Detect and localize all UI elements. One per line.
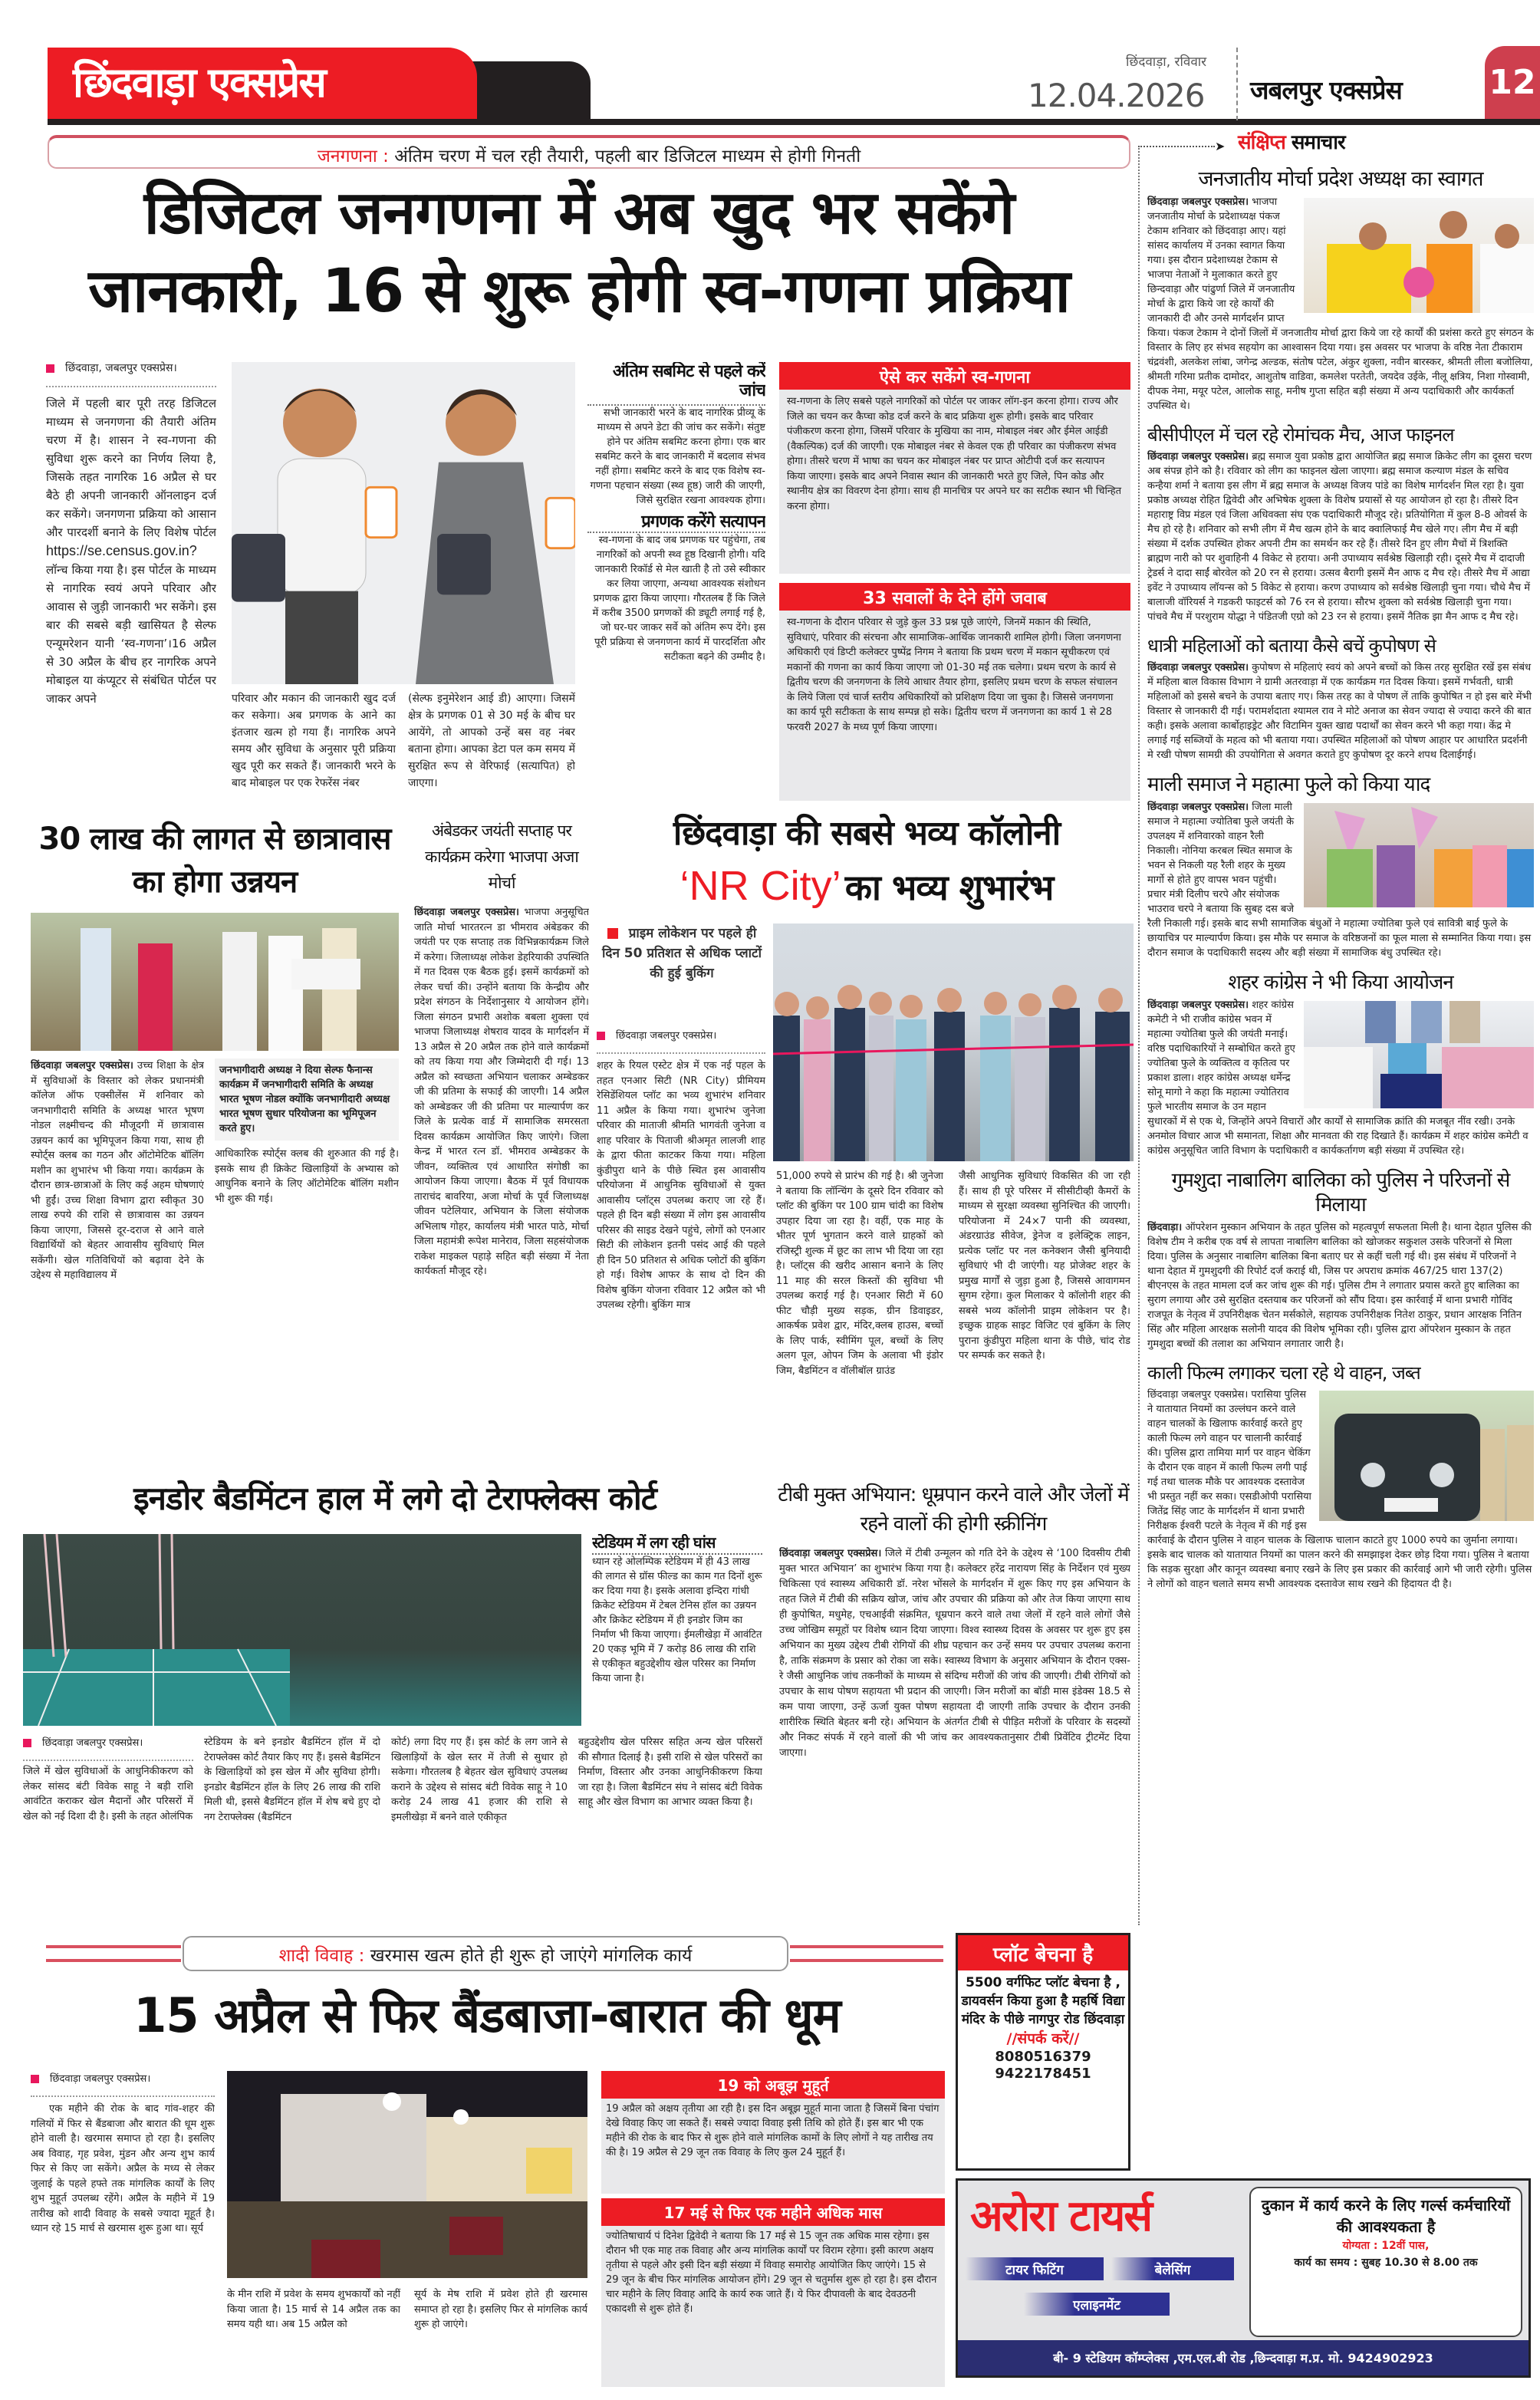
census-sidebar xyxy=(587,362,765,801)
brief-4-body xyxy=(1147,998,1534,1158)
wedding-byline xyxy=(31,2071,215,2097)
brief-3-dateline: छिंदवाड़ा जबलपुर एक्सप्रेस। xyxy=(1147,802,1249,814)
tb-dateline: छिंदवाड़ा जबलपुर एक्सप्रेस। xyxy=(779,1548,882,1559)
brief-4-photo xyxy=(1304,1001,1534,1108)
header-divider xyxy=(1236,48,1238,120)
brief-6-dateline: छिंदवाड़ा जबलपुर एक्सप्रेस। xyxy=(1147,1388,1249,1401)
census-col1-text: जिले में पहली बार पूरी तरह डिजिटल माध्यम से जनगणना की तैयारी अंतिम चरण में है। शासन ने स्व-गणना की सुविधा शुरू करने का निर्णय लिया है, जिसके तहत नागरिक 16 अप्रैल से घर बैठे ही अपनी जानकारी ऑनलाइन दर्ज कर सकेंगे। जनगणना प्रक्रिया को आसान और पारदर्शी बनाने के लिए विशेष पोर्टल xyxy=(46,397,216,539)
mali-samaj-rally-image xyxy=(1304,803,1534,907)
congress-phule-tribute-image xyxy=(1304,1001,1534,1108)
brief-item-4 xyxy=(1147,971,1534,1158)
tyres-job-title: दुकान में कार्य करने के लिए गर्ल्स कर्मचारियों की आवश्यकता है xyxy=(1261,2196,1511,2236)
tb-headline: टीबी मुक्त अभियान: धूम्रपान करने वाले और जेलों में रहने वालों की होगी स्क्रीनिंग xyxy=(778,1483,1129,1536)
plot-ad-title: प्लॉट बेचना है xyxy=(958,1935,1128,1970)
tb-body-text: जिले में टीबी उन्मूलन को गति देने के उद्देश्य से ‘100 दिवसीय टीबी मुक्त भारत अभियान’ का शुभारंभ किया गया है। कलेक्टर हरेंद्र नारायण सिंह के निर्देशन एवं मुख्य चिकित्सा एवं स्वास्थ्य अधिकारी डॉ. नरेश भोंसले के मार्गदर्शन में शुरू किए गए इस अभियान के तहत जिले में टीबी की सक्रिय खोज, जांच और उपचार की प्रक्रिया को और तेज किया जाएगा साथ ही कुपोषित, मधुमेह, एचआईवी संक्रमित, धूम्रपान करने वाले तथा जेलों में रहने वाले लोगों जैसे उच्च जोखिम समूहों पर विशेष ध्यान दिया जाएगा। विश्व स्वास्थ्य दिवस के अवसर पर शुरू हुए इस अभियान का मुख्य उद्देश्य टीबी रोगियों की शीघ्र पहचान कर उन्हें समय पर उपचार उपलब्ध कराना है, ताकि संक्रमण के प्रसार को रोका जा सके। स्वास्थ्य विभाग के अनुसार अभियान के दौरान एक्स-रे जैसी आधुनिक जांच तकनीकों के माध्यम से संदिग्ध मरीजों की जांच की जाएगी। टीबी रोगियों को उपचार के साथ पोषण सहायता भी प्रदान की जाएगी। जिन मरीजों का बॉडी मास इंडेक्स 18.5 से कम पाया जाएगा, उन्हें ऊर्जा युक्त पोषण सहायता दी जाएगी ताकि उपचार के दौरान उनकी शारीरिक स्थिति बेहतर बनी रहे। अभियान के अंतर्गत टीबी से पीड़ित मरीजों के परिवार के सदस्यों और निकट संपर्क में रहने वालों की भी जांच कर आवश्यकतानुसार टीबी प्रिवेंटिव ट्रीटमेंट दिया जाएगा। xyxy=(779,1548,1130,1759)
brief-4-body-rest: महात्मा ज्योतिराव फुले भारतीय समाज के उन महान सुधारकों में से एक थे, जिन्होंने अपने विचारों और कार्यों से सामाजिक क्रांति की मजबूत नींव रखी। उनके अनमोल विचार आज भी समानता, शिक्षा और मानवता की राह दिखाते हैं। कार्यक्रम में शहर कांग्रेस कमेटी व कांग्रेस अनुसूचित जाति विभाग के पदाधिकारी व कार्यकर्तागण बड़ी संख्या में उपस्थित रहे। xyxy=(1147,1087,1528,1157)
ambedkar-body-text: भाजपा अनुसूचित जाति मोर्चा भारतरत्न डा भीमराव अंबेडकर की जयंती पर एक सप्ताह तक विभिन्नकार्यक्रम जिले में करेगा। जिलाध्यक्ष लोकेश डेहरियाकी उपस्थिति में गत दिवस एक बैठक हुई। इसमें कार्यक्रमों को लेकर चर्चा की। उन्होंने बताया कि केन्द्रीय और प्रदेश संगठन के निर्देशानुसार ये आयोजन होंगे। जिला संगठन प्रभारी अशोक बबला शुक्ला एवं भाजपा जिलाध्यक्ष शेषराव यादव के मार्गदर्शन में 13 अप्रैल से 20 अप्रैल तक होने वाले कार्यक्रमों को तय किया गया और जिम्मेदारी दी गई। 13 अप्रैल को स्वच्छता अभियान चलाकर अम्बेडकर जी की प्रतिमा के सफाई की जाएगी। 14 अप्रैल को अम्बेडकर जी की प्रतिमा पर माल्यार्पण कर जिले के प्रत्येक वार्ड में सामाजिक समरसता दिवस कार्यक्रम आयोजित किए जाएंगे। जिला केन्द्र में भारत रत्न डॉ. भीमराव अम्बेडकर के जीवन, व्यक्तित्व एवं आधारित संगोष्ठी का आयोजन किया जाएगा। बैठक में पूर्व विधायक ताराचंद बावरिया, अजा मोर्चा के पूर्व जिलाध्यक्ष जीवन पटेलियार, अभियान के जिला संयोजक अभिलाष गोहर, कार्यालय मंत्री भारत पाठे, मोर्चा जिला महामंत्री रूपेश मानेराव, जिला सहसंयोजक राकेश माइकल पहाड़े सहित बड़ी संख्या में नेता कार्यकर्ता मौजूद रहे। xyxy=(414,907,589,1277)
wedding-kicker-label: शादी विवाह : xyxy=(278,1946,365,1966)
nrcity-subhead xyxy=(601,923,762,983)
wedding-kicker-rule-left xyxy=(46,1945,181,1962)
plot-ad-body: 5500 वर्गफिट प्लॉट बेचना है , डायवर्सन किया हुआ है महर्षि विद्या मंदिर के पीछे नागपुर रोड छिंदवाड़ा xyxy=(961,1975,1125,2027)
tyres-address-bar: बी- 9 स्टेडियम कॉम्प्लेक्स ,एम.एल.बी रोड ,छिन्दवाड़ा म.प्र. मो. 9424902923 xyxy=(958,2340,1528,2375)
how-to-box xyxy=(779,362,1130,574)
red-square-marker xyxy=(607,928,618,939)
brief-item-5 xyxy=(1147,1169,1534,1351)
pink-square-marker xyxy=(31,2075,39,2083)
pink-square-marker xyxy=(23,1739,31,1747)
plot-sale-ad xyxy=(956,1933,1130,2171)
brief-1-headline: बीसीपीएल में चल रहे रोमांचक मैच, आज फाइनल xyxy=(1147,424,1454,446)
brief-3-body xyxy=(1147,800,1534,960)
brief-2-body-text: कुपोषण से महिलाएं स्वयं को अपने बच्चों को किस तरह सुरक्षित रखें इस संबंध में महिला बाल विकास विभाग ने ग्रामी अतरवाड़ा में एक कार्यक्रम गत दिवस किया। इसमें गर्भवती, धात्री महिलाओं को इससे बचने के उपाया बताए गए। किस तरह का वे पोषण लें ताकि कुपोषित न हो इस बारे मेंभी विस्तार से जानकारी दी गई। परामर्शदाता श्यामल राव ने मोटे अनाज का सेवन ज्यादा से ज्यादा करने की बात कही। इसके अलावा कार्बोहाइड्रेट और विटामिन युक्त खाद्य पदार्थों का सेवन करने भी कहा गया। केंद्र मे लगाई गई सब्जियों के महत्व को भी बताया गया। उपस्थित महिलाओं को पोषण आहार पर आधारित प्रदर्शनी मे रखी पोषण सामग्री की उपयोगिता से अवगत कराते हुए कुपोषण दूर करने शपथ दिलाईगई। xyxy=(1147,661,1532,761)
census-illustration xyxy=(232,362,575,684)
brief-6-photo xyxy=(1319,1391,1534,1521)
nrcity-headline-1: छिंदवाड़ा की सबसे भव्य कॉलोनी xyxy=(673,814,1061,853)
nrcity-col1: शहर के रियल एस्टेट क्षेत्र में एक नई पहल के तहत एनआर सिटी (NR City) प्रीमियम रेसिडेंशियल प्लॉट का भव्य शुभारंभ शनिवार 11 अप्रैल के किया गया। शुभारंभ जुनेजा परिवार की माताजी श्रीमति भागवंती जुनेजा व शाह परिवार के पिताजी श्रीअमृत लालजी शाह के द्वारा फीता काटकर किया गया। महिला कुंडीपुरा थाने के पीछे स्थित इस आवासीय परियोजना में आधुनिक सुविधाओं से युक्त आवासीय प्लॉट्स उपलब्ध कराए जा रहे हैं। पहले ही दिन बड़ी संख्या में लोग इस आवासीय परिसर की साइड देखने पहुंचे, लोगों को एनआर सिटी की लोकेशन इतनी पसंद आई की पहले ही दिन 50 प्रतिशत से अधिक प्लोटों की बुकिंग हो गई। विशेष आफर के साथ दो दिन की विशेष बुकिंग योजना रविवार 12 अप्रैल को भी उपलब्ध रहेगी। बुकिंग मात्र xyxy=(597,1060,765,1311)
sidebar-body-verify: स्व-गणना के बाद जब प्रगणक घर पहुंचेगा, तब नागरिकों को अपनी स्थ्व हूष्ठ दिखानी होगी। यदि जानकारी रिकॉर्ड से मेल खाती है तो उसे स्वीकार कर लिया जाएगा, अन्यथा आवश्यक संशोधन प्रगणक द्वारा किया जाएगा। गौरतलब हैं कि जिले में करीब 3500 प्रगणकों की ड्यूटी लगाई गई है, जो घर-घर जाकर सर्वे को अंतिम रूप देंगे। इस पूरी प्रक्रिया से जनगणना कार्य में पारदर्शिता और सटीकता बढ़ने की उम्मीद है। xyxy=(592,534,765,663)
brief-column xyxy=(1147,167,1534,1925)
tyres-qualification: योग्यता : 12वीं पास, xyxy=(1342,2240,1430,2252)
brief-item-2 xyxy=(1147,635,1534,762)
brief-1-dateline: छिंदवाड़ा जबलपुर एक्सप्रेस। xyxy=(1147,451,1249,463)
brief-4-dateline: छिंदवाड़ा जबलपुर एक्सप्रेस। xyxy=(1147,999,1249,1012)
census-byline xyxy=(46,360,216,387)
brief-0-lead: भाजपा जनजातीय मोर्चा के प्रदेशाध्यक्ष पंकज टेकाम शनिवार को छिंदवाड़ा आए। यहां सांसद कार्यालय में उनका स्वागत किया गया। इस दौरान प्रदेशाध्यक्ष टेकाम से भाजपा नेताओं ने मुलाकात करते हुए छिन्दवाड़ा और पांढुर्णा जिले xyxy=(1147,196,1286,296)
census-kicker-text: अंतिम चरण में चल रही तैयारी, पहली बार डिजिटल माध्यम से होगी गिनती xyxy=(394,147,861,166)
census-byline-text: छिंदवाड़ा, जबलपुर एक्सप्रेस। xyxy=(65,362,177,374)
badminton-col2: स्टेडियम के बने इनडोर बैडमिंटन हॉल में दो टेराफ्लेक्स कोर्ट तैयार किए गए हैं। इससे बैडमिंटन के खिलाड़ियों को इस खेल में और सुविधा होगी। इनडोर बैडमिंटन हॉल के लिए 26 लाख की राशि मिली थी, इससे बैडमिंटन हॉल में शेष बचे हुए दो नग टेराफ्लेक्स (बैडमिंटन xyxy=(204,1737,380,1823)
terraflex-court-image xyxy=(23,1534,290,1726)
brief-1-body xyxy=(1147,449,1534,624)
census-col1 xyxy=(46,394,216,801)
ambedkar-dateline: छिंदवाड़ा जबलपुर एक्सप्रेस। xyxy=(414,907,519,918)
plot-ad-contact-label: //संपर्क करें// xyxy=(1006,2030,1080,2047)
hostel-bhoomipujan-image xyxy=(31,913,399,1051)
questions-box xyxy=(779,583,1130,801)
arrow-right-icon: ➤ xyxy=(1215,139,1226,153)
census-kicker-bar xyxy=(48,135,1130,169)
hostel-body: उच्च शिक्षा के क्षेत्र में सुविधाओं के विस्तार को लेकर प्रधानमंत्री कॉलेज ऑफ एक्सीलेंस में शनिवार को जनभागीदारी समिति के अध्यक्ष भारत भूषण नोडल लक्ष्मीचन्द की मौजूदगी में छात्रावास उन्नयन कार्य का भूमिपूजन किया गया, साथ ही स्पोर्ट्स क्लब का गठन और ऑटोमेटिक बॉलिंग मशीन का शुभारंभ भी किया गया। कार्यक्रम के दौरान छात्र-छात्राओं के लिए कई अहम घोषणाएं भी हुईं। उच्च शिक्षा विभाग द्वारा स्वीकृत 30 लाख रुपये की राशि से छात्रावास का उन्नयन किया जाएगा, जिससे दूर-दराज से आने वाले विद्यार्थियों को बेहतर आवासीय सुविधाएं मिल सकेंगी। खेल गतिविधियों को बढ़ावा देने के उद्देश्य से महाविद्यालय में xyxy=(31,1060,204,1281)
brief-0-body-rest: में जनजातीय मोर्चा के द्वारा किये जा रहे कार्यों की जानकारी दी और उनसे मार्गदर्शन प्राप्त किया। पंकज टेकाम ने दोनों जिलों में जनजातीय मोर्चा द्वारा किये जा रहे कार्यों की प्रशंसा करते हुए संगठन के विस्तार के लिए हर संभव सहयोग का आश्वासन दिया गया। इस अवसर पर भाजपा के वरिष्ठ नेता टीकाराम चंद्रवंशी, अलकेश लांबा, जगेन्द्र अल्डक, संतोष पटेल, अंकुर शुक्ला, नवीन बारस्कर, श्रीमती लीला बजोलिया, श्रीमती गरिमा प्रतीक दामोदर, आशुतोष वाडिवा, कमलेश परतेती, जयदेव उईके, नीलू क्षत्रिय, निशा गोस्वामी, दीपक नेमा, मयूर पटेल, आलोक साहू, मनीष गुप्ता सहित बड़ी संख्या में अन्य पदाधिकारी और कार्यकर्ता उपस्थित थे। xyxy=(1147,284,1534,413)
sidebar-title-check: अंतिम सबमिट से पहले करें जांच xyxy=(587,362,765,406)
how-to-box-title: ऐसे कर सकेंगे स्व-गणना xyxy=(779,362,1130,390)
census-headline-2: जानकारी, 16 से शुरू होगी स्व-गणना प्रक्रिया xyxy=(88,257,1070,326)
wedding-col2: के मीन राशि में प्रवेश के समय शुभकार्यों को नहीं किया जाता है। 15 मार्च से 14 अप्रैल तक का समय यही था। अब 15 अप्रैल को xyxy=(227,2289,400,2330)
census-enumerators-image xyxy=(232,362,575,684)
how-to-box-body: स्व-गणना के लिए सबसे पहले नागरिकों को पोर्टल पर जाकर लॉग-इन करना होगा। राज्य और जिले का चयन कर कैप्चा कोड दर्ज करने के बाद प्रक्रिया शुरू होगी। इसके बाद परिवार पंजीकरण करना होगा, जिसमें परिवार के मुखिया का नाम, मोबाइल नंबर और ईमेल आईडी (वैकल्पिक) दर्ज की जाएगी। एक मोबाइल नंबर से केवल एक ही परिवार का पंजीकरण संभव होगा। तीसरे चरण में भाषा का चयन कर मोबाइल नंबर पर प्राप्त ओटीपी दर्ज कर सत्यापन किया जाएगा। इसके बाद अपने निवास स्थान की जानकारी भरते हुए जिले, पिन कोड और स्थानीय क्षेत्र का विवरण देना होगा। साथ ही मानचित्र पर अपने घर का सटीक स्थान भी चिन्हित करना होगा। xyxy=(787,396,1122,512)
pink-square-marker xyxy=(597,1032,605,1040)
place-day: छिंदवाड़ा, रविवार xyxy=(1126,54,1207,70)
stadium-sidebar-body: ध्यान रहे ओलम्पिक स्टेडियम में ही 43 लाख की लागत से ग्रॉस फील्ड का काम गत दिनों शुरू कर दिया गया है। इसके अलावा इन्दिरा गांधी क्रिकेट स्टेडियम में टेबल टेनिस हॉल का उन्नयन और क्रिकेट स्टेडियम में ही इनडोर जिम का निर्माण भी किया जाएगा। ईमलीखेड़ा में आवंटित 20 एकड़ भूमि में 7 करोड़ 86 लाख की राशि से एकीकृत बहुउद्देशीय खेल परिसर का निर्माण किया जाना है। xyxy=(592,1556,762,1684)
hostel-headline: 30 लाख की लागत से छात्रावास का होगा उन्नयन xyxy=(38,821,391,900)
hostel-photo xyxy=(31,913,399,1051)
welcome-ceremony-image xyxy=(1304,198,1534,313)
wedding-headline: 15 अप्रैल से फिर बैंडबाजा-बारात की धूम xyxy=(133,1987,841,2043)
wedding-kicker-rule-right xyxy=(790,1945,943,1962)
brief-item-1 xyxy=(1147,424,1534,624)
nrcity-col3: जैसी आधुनिक सुविधाएं विकसित की जा रही हैं। साथ ही पूरे परिसर में सीसीटीव्ही कैमरों के माध्यम से सुरक्षा व्यवस्था सुनिश्चित की जाएगी। परियोजना में 24×7 पानी की व्यवस्था, अंडरग्राउंड सीवेज, ड्रेनेज व इलेक्ट्रिक लाइन, प्रत्येक प्लॉट पर नल कनेक्शन जैसी बुनियादी सुविधाएं भी दी जाएंगी। यह प्रोजेक्ट शहर के प्रमुख मार्गों से जुड़ा हुआ है, जिससे आवागमन सुगम रहेगा। कुल मिलाकर ये कॉलोनी शहर की सबसे भव्य कॉलोनी प्राइम लोकेशन पर है। इच्छुक ग्राहक साइट विजिट एवं बुकिंग के लिए पुराना कुंडीपुरा महिला थाना के पीछे, चांद रोड पर सम्पर्क कर सकते है। xyxy=(959,1170,1130,1361)
questions-box-body: स्व-गणना के दौरान परिवार से जुड़े कुल 33 प्रश्न पूछे जाएंगे, जिनमें मकान की स्थिति, सुविधाएं, परिवार की संरचना और सामाजिक-आर्थिक जानकारी शामिल होगी। जिला जनगणना अधिकारी एवं डिप्टी कलेक्टर पुष्पेंद्र निगम ने बताया कि प्रथम चरण में मकान सूचीकरण एवं मकानों की गणना का कार्य किया जाएगा जो 01-30 मई तक चलेगा। प्रथम चरण के कार्य से द्वितीय चरण की जनगणना के लिये आधार तैयार होगा, इसलिए प्रथम चरण के सफल संचालन के लिये जिला एवं चार्ज स्तरीय अधिकारियों को प्रशिक्षण दिया जा चुका है। जिससे जनगणना का कार्य पूरी सटीकता के साथ सम्पन्न हो सके। द्वितीय चरण में जनगणना का कार्य 1 से 28 फरवरी 2027 के मध्य पूर्ण किया जाएगा। xyxy=(787,617,1121,733)
brief-section-title xyxy=(1238,132,1345,155)
brief-0-dateline: छिंदवाड़ा जबलपुर एक्सप्रेस। xyxy=(1147,196,1249,209)
census-col3: (सेल्फ इनुमेरेशन आई डी) आएगा। जिसमें क्षेत्र के प्रगणक 01 से 30 मई के बीच घर आयेंगे, तो आपको उन्हें बस वह नंबर बताना होगा। आपका डेटा पल कम समय में सुरक्षित रूप से वेरिफाई (सत्यापित) हो जाएगा। xyxy=(408,693,575,789)
brief-6-body xyxy=(1147,1388,1534,1592)
nrcity-subhead-text: प्राइम लोकेशन पर पहले ही दिन 50 प्रतिशत से अधिक प्लाटों की हुई बुकिंग xyxy=(602,926,762,981)
brief-6-body-rest: दस्तावेज भी प्रस्तुत नहीं कर सका। एसडीओपी परासिया जितेंद्र सिंह जाट के मार्गदर्शन में थाना प्रभारी निरीक्षक ईश्वरी पटले के नेतृत्व में की गई इस कार्रवाई के दौरान पुलिस ने वाहन चालक के खिलाफ चालान काटते हुए 1000 रुपये का जुर्माना लगाया। इसके बाद चालक को यातायात नियमों का पालन करने की समझाइश देकर छोड़ दिया गया। पुलिस ने बताया कि सड़क सुरक्षा और कानून व्यवस्था बनाए रखने के लिए इस प्रकार की कार्रवाई आगे भी जारी रहेगी। पुलिस ने लोगों को वाहन चलाते समय सभी आवश्यक दस्तावेज साथ रखने की हिदायत दी है। xyxy=(1147,1476,1532,1590)
edition-name: जबलपुर एक्सप्रेस xyxy=(1250,75,1402,105)
census-headline-1: डिजिटल जनगणना में अब खुद भर सकेंगे xyxy=(143,179,1015,248)
census-portal-url[interactable]: https://se.census.gov.in? xyxy=(46,543,197,558)
brief-6-lead: परासिया पुलिस ने यातायात नियमों का उल्लंघन करने वाले वाहन चालकों के खिलाफ कार्रवाई करते हुए काली फिल्म लगे वाहन पर चालानी कार्रवाई की। पुलिस द्वारा तामिया मार्ग पर वाहन चेकिंग के दौरान एक वाहन में काली फिल्म लगी पाई गई तथा चालक मौके पर आवश्यक xyxy=(1147,1388,1311,1488)
nrcity-headline-line2 xyxy=(598,862,1135,910)
plot-ad-phone-1[interactable]: 8080516379 xyxy=(995,2049,1091,2065)
sidebar-body-check: सभी जानकारी भरने के बाद नागरिक प्रीव्यू के माध्यम से अपने डेटा की जांच कर सकेंगे। संतुष्ट होने पर अंतिम सबमिट करना होगा। एक बार सबमिट करने के बाद जानकारी में बदलाव संभव नहीं होगा। सबमिट करने के बाद एक विशेष स्व-गणना पहचान संख्या (स्थ्व हूष्ठ) जारी की जाएगी, जिसे सुरक्षित रखना आवश्यक होगा। xyxy=(590,407,765,506)
stadium-sidebar xyxy=(592,1534,762,1726)
brief-3-body-rest: चरपे और संयोजक भाउराव चरपे ने बताया कि सुबह दस बजे रैली निकाली गई। इसके बाद सभी सामाजिक बंधुओं ने महात्मा ज्योतिबा फुले एवं सावित्री बाई फुले के छायाचित्र पर माल्यार्पण किया। इस मौके पर समाज के वरिष्ठजनों का फूल माला से सम्मानित किया गया। इस दौरान समाज के पदाधिकारी सदस्य और बड़ी संख्या में सामाजिक बंधु उपस्थित रहे। xyxy=(1147,889,1532,960)
nrcity-byline xyxy=(597,1028,765,1054)
badminton-headline: इनडोर बैडमिंटन हाल में लगे दो टेराफ्लेक्स कोर्ट xyxy=(133,1480,656,1517)
census-kicker-label: जनगणना : xyxy=(317,147,389,166)
nrcity-photo xyxy=(773,923,1134,1161)
stadium-sidebar-title: स्टेडियम में लग रही घांस xyxy=(592,1534,762,1555)
questions-box-title: 33 सवालों के देने होंगे जवाब xyxy=(779,583,1130,611)
badminton-col3: कोर्ट) लगा दिए गए हैं। इस कोर्ट के लग जाने से खिलाड़ियों के खेल स्तर में तेजी से सुधार हो सकेगा। गौरतलब है बेहतर खेल सुविधाएं उपलब्ध कराने के उद्देश्य से सांसद बंटी विवेक साहू ने 10 करोड़ 24 लाख 41 हजार की राशि से इमलीखेड़ा में बनने वाले एकीकृत xyxy=(391,1737,568,1823)
brief-item-6 xyxy=(1147,1362,1534,1592)
brief-6-headline: काली फिल्म लगाकर चला रहे थे वाहन, जब्त xyxy=(1147,1361,1420,1384)
hostel-caption: जनभागीदारी अध्यक्ष ने दिया सेल्फ फैनान्स कार्यक्रम में जनभागीदारी समिति के अध्यक्ष भारत भूषण नोडल क्योंकि जनभागीदारी अध्यक्ष भारत भूषण सुधार परियोजना का भूमिपूजन करते हुए। xyxy=(215,1058,399,1141)
adhik-maas-title: 17 मई से फिर एक महीने अधिक मास xyxy=(601,2198,945,2226)
badminton-byline-text: छिंदवाड़ा जबलपुर एक्सप्रेस। xyxy=(42,1737,143,1749)
page-number: 12 xyxy=(1485,46,1540,119)
adhik-maas-box xyxy=(601,2198,945,2387)
wedding-venue-lights-image xyxy=(227,2071,587,2278)
adhik-maas-body: ज्योतिषाचार्य पं दिनेश द्विवेदी ने बताया कि 17 मई से 15 जून तक अधिक मास रहेगा। इस दौरान भी एक माह तक विवाह और अन्य मांगलिक कार्यों पर विराम रहेगा। इसी कारण अक्षय तृतीया से पहले और इसी दिन बड़ी संख्या में विवाह समारोह आयोजित किए जाएंगे। 15 से 29 जून के बीच फिर मांगलिक आयोजन होंगे। 29 जून से चतुर्मास शुरू हो रहा है। इस दौरान चार महीने के लिए विवाह आदि के कार्य रुक जाते हैं। ये फिर दीपावली के बाद देवउठनी एकादशी से शुरू होते हैं। xyxy=(606,2230,937,2315)
wedding-col3: सूर्य के मेष राशि में प्रवेश होते ही खरमास समाप्त हो रहा है। इसलिए फिर से मांगलिक कार्य शुरू हो जाएंगे। xyxy=(414,2289,587,2330)
arora-tyres-ad xyxy=(956,2178,1531,2378)
brief-2-body xyxy=(1147,660,1534,762)
brief-5-body xyxy=(1147,1220,1534,1351)
tyres-service-alignment: एलाइनमेंट xyxy=(1024,2293,1170,2316)
tyres-service-fitting: टायर फिटिंग xyxy=(966,2257,1104,2280)
brief-1-body-text: ब्रह्म समाज युवा प्रकोष्ठ द्वारा आयोजित ब्रह्म समाज क्रिकेट लीग का दूसरा चरण अब संपन्न होने को है। रविवार को लीग का फाइनल खेला जाएगा। ब्रह्म समाज कल्याण मंडल के सचिव कन्हैया शर्मा ने बताया इस लीग में ब्रह्म समाज के अध्यक्ष विजय पांडे का विशेष मार्गदर्शन मिल रहा है। युवा प्रकोष्ठ अध्यक्ष रोहित द्विवेदी और अभिषेक शुक्ला के विशेष प्रयासों से यह आयोजन हो रहा है। तीसरे दिन महाराष्ट्र विप्र मंडल एवं जिला अधिवक्ता संघ एक पदाधिकारी मौजूद रहे। प्रतियोगिता में कुल 8-8 ओवर्स के मैच हो रहे है। शनिवार को सभी लीग में मैच खत्म होने के बाद क्वालिफाई मैच खेले गए। लीग मैच में बड़ी संख्या में दर्शक उपस्थित होकर अपनी टीम का समर्थन कर रहे हैं। तीसरे दिन हुए लीग मैचों में त्रिशक्ति ब्राह्मण नारी को पर शुवाहिनी 4 विकेट से हराया। अनी उपाध्याय सर्वश्रेष्ठ खिलाड़ी रही। दूसरे मैच में दादाजी ट्रेडर्स ने दादा साईं बोरवेल को 20 रन से हराया। उत्सव बैरागी इसमें मैन आफ द मैच रहे। तीसरे मैच में आद्या इवेंट ने उपाध्याय लॉयन्स को 5 विकेट से हराया। करण उपाध्याय को सर्वश्रेष्ठ खिलाड़ी चुना गया। चौथे मैच में बालाजी वॉरियर्स ने गडकरी फाइटर्स को 76 रन से हराया। सौरभ शुक्ला को सर्वश्रेष्ठ खिलाड़ी चुना गया। पांचवे मैच में परशुराम योद्धा ने पंडितजी एग्रो को 23 रन से हराया। इसमें नैतिक झा मैन आफ द मैच रहे। xyxy=(1147,451,1532,624)
brief-3-photo xyxy=(1304,803,1534,907)
tyres-timing: कार्य का समय : सुबह 10.30 से 8.00 तक xyxy=(1294,2257,1478,2269)
brief-0-headline: जनजातीय मोर्चा प्रदेश अध्यक्ष का स्वागत xyxy=(1198,167,1483,191)
brief-4-lead: शहर कांग्रेस कमेटी ने भी राजीव कांग्रेस भवन में महात्मा ज्योतिबा फुले की जयंती मनाई। वरिष्ठ पदाधिकारियों ने सम्बोधित करते हुए ज्योतिबा फुले के व्यक्तित्व व कृतित्व पर प्रकाश डाला। शहर कांग्रेस अध्यक्ष धर्मेन्द्र सोनू मागो ने कहा कि xyxy=(1147,999,1295,1099)
badminton-col1: जिले में खेल सुविधाओं के आधुनिकीकरण को लेकर सांसद बंटी विवेक साहू ने बड़ी राशि आवंटित कराकर खेल मैदानों और परिसरों में खेल को नई दिशा दी है। इसी के तहत ओलंपिक xyxy=(23,1766,193,1822)
census-col1b-text: लॉन्च किया गया है। इस पोर्टल के माध्यम से नागरिक स्वयं अपने परिवार और आवास से जुड़ी जानकारी भर सकेंगे। इस बार की सबसे बड़ी खासियत है सेल्फ एन्यूमरेशन यानी ‘स्व-गणना’।16 अप्रैल से 30 अप्रैल के बीच हर नागरिक अपने मोबाइल या कंप्यूटर से संबंधित पोर्टल पर जाकर अपने xyxy=(46,563,216,706)
abujh-muhurat-box xyxy=(601,2071,945,2194)
hostel-col1 xyxy=(31,1058,204,1465)
brief-2-headline: धात्री महिलाओं को बताया कैसे बचें कुपोषण से xyxy=(1147,635,1436,657)
brief-arrow-line xyxy=(1138,146,1215,147)
nrcity-byline-text: छिंदवाड़ा जबलपुर एक्सप्रेस। xyxy=(616,1030,717,1042)
sidebar-title-verify: प्रगणक करेंगे सत्यापन xyxy=(587,512,765,533)
badminton-byline xyxy=(23,1735,193,1761)
wedding-kicker-text: खरमास खत्म होते ही शुरू हो जाएंगे मांगलिक कार्य xyxy=(370,1946,693,1966)
abujh-muhurat-body: 19 अप्रैल को अक्षय तृतीया आ रही है। इस दिन अबूझ मुहूर्त माना जाता है जिसमें बिना पंचांग देखे विवाह किए जा सकते हैं। सबसे ज्यादा विवाह इसी तिथि को होते हैं। इस बार भी एक महीने की रोक के बाद फिर से शुरू होने वाले मांगलिक कामों के लिए लोगों ने यह तारीख तय की है। 19 अप्रैल से 29 जून तक विवाह के लिए कुल 24 मुहूर्त हैं। xyxy=(606,2103,939,2158)
brief-column-rule xyxy=(1138,146,1140,1925)
brief-2-dateline: छिंदवाड़ा जबलपुर एक्सप्रेस। xyxy=(1147,661,1249,673)
census-col2: परिवार और मकान की जानकारी खुद दर्ज कर सकेगा। अब प्रगणक के आने का इंतजार खत्म हो गया हैं। नागरिक अपने समय और सुविधा के अनुसार पूरी प्रक्रिया खुद पूरी कर सकते हैं। जानकारी भरने के बाद मोबाइल पर एक रेफरेंस नंबर xyxy=(232,693,396,789)
wedding-venue-photo xyxy=(227,2071,587,2278)
issue-date: 12.04.2026 xyxy=(1028,77,1205,114)
masthead-black-tab xyxy=(460,61,591,120)
brief-5-body-text: ऑपरेशन मुस्कान अभियान के तहत पुलिस को महत्वपूर्ण सफलता मिली है। थाना देहात पुलिस की विशेष टीम ने करीब एक वर्ष से लापता नाबालिग बालिका को खोजकर सकुशल उसके परिजनों से मिला दिया। पुलिस के अनुसार नाबालिग बालिका बिना बताए घर से कहीं चली गई थी। इस संबंध में परिजनों ने थाना देहात में गुमशुदगी की रिपोर्ट दर्ज कराई थी, जिस पर अपराध क्रमांक 467/25 धारा 137(2) बीएनएस के तहत मामला दर्ज कर जांच शुरू की गई। पुलिस टीम ने लगातार प्रयास करते हुए बालिका का सुराग लगाया और उसे सुरक्षित दस्तयाब कर परिजनों को सौंप दिया। इस कार्रवाई में थाना प्रभारी गोविंद राजपूत के नेतृत्व में उपनिरीक्षक चेतन मर्सकोले, सहायक उपनिरीक्षक नितेश ठाकुर, प्रधान आरक्षक नितिन सिंह और महिला आरक्षक सलोनी यादव की विशेष भूमिका रही। पुलिस द्वारा ऑपरेशन मुस्कान के तहत गुमशुदा बच्चों की तलाश का अभियान लगातार जारी है। xyxy=(1147,1221,1532,1350)
plot-ad-phone-2[interactable]: 9422178451 xyxy=(995,2066,1091,2082)
brief-5-headline: गुमशुदा नाबालिग बालिका को पुलिस ने परिजनों से मिलाया xyxy=(1171,1169,1510,1216)
nrcity-brand: ‘NR City’ xyxy=(680,863,841,909)
wedding-col1: एक महीने की रोक के बाद गांव-शहर की गलियों में फिर से बैंडबाजा और बारात की धूम शुरू होने वाली है। खरमास समाप्त हो रहा है। इसलिए अब विवाह, गृह प्रवेश, मुंडन और अन्य शुभ कार्य फिर से किए जा सकेंगे। अप्रैल के मध्य से लेकर जुलाई के पहले हफ्ते तक मांगलिक कार्यों के लिए शुभ मुहूर्त उपलब्ध रहेंगे। अप्रैल के महीने में 19 तारीख को शादी विवाह के सबसे ज्यादा मूहूर्त है। ध्यान रहे 15 मार्च से खरमास शुरू हुआ था। सूर्य xyxy=(31,2103,215,2234)
badminton-photo-right xyxy=(290,1534,581,1726)
brief-0-photo xyxy=(1304,198,1534,313)
brief-5-dateline: छिंदवाड़ा। xyxy=(1147,1221,1183,1233)
hostel-right-column xyxy=(215,1058,399,1465)
nrcity-col2: 51,000 रुपये से प्रारंभ की गई है। श्री जुनेजा ने बताया कि लॉन्चिंग के दूसरे दिन रविवार को प्लॉट की बुकिंग पर 100 ग्राम चांदी का विशेष उपहार दिया जा रहा है। वहीं, एक माह के भीतर पूर्ण भुगतान करने वाले ग्राहकों को रजिस्ट्री शुल्क में छूट का लाभ भी दिया जा रहा है। प्लॉट्स की खरीद आसान बनाने के लिए 11 माह की सरल किस्तों की सुविधा भी उपलब्ध कराई गई है। एनआर सिटी में 60 फीट चौड़ी मुख्य सड़क, ग्रीन डिवाइडर, आकर्षक प्रवेश द्वार, मंदिर,क्लब हाउस, बच्चों के लिए पार्क, स्वीमिंग पूल, बच्चों के लिए अलग पूल, ओपन जिम के अलावा भी इंडोर जिम, बैडमिंटन व वॉलीबॉल ग्राउंड xyxy=(776,1170,943,1377)
tyres-job-box xyxy=(1249,2187,1522,2337)
nrcity-headline-2: का भव्य शुभारंभ xyxy=(844,867,1054,908)
brief-item-0 xyxy=(1147,167,1534,413)
brief-3-headline: माली समाज ने महात्मा फुले को किया याद xyxy=(1147,772,1430,796)
wedding-byline-text: छिंदवाड़ा जबलपुर एक्सप्रेस। xyxy=(50,2073,151,2085)
brief-title-red: संक्षिप्त xyxy=(1238,131,1285,154)
badminton-col4: बहुउद्देशीय खेल परिसर सहित अन्य खेल परिसरों की सौगात दिलाई है। इसी राशि से खेल परिसरों का निर्माण, विस्तार और उनका आधुनिकीकरण किया जा रहा है। जिला बैडमिंटन संघ ने सांसद बंटी विवेक साहू और खेल विभाग का आभार व्यक्त किया है। xyxy=(578,1737,762,1808)
brief-3-lead: जिला माली समाज ने महात्मा ज्योतिबा फुले जयंती के उपलक्ष्य में शनिवारको वाहन रैली निकाली। नोनिया करबल स्थित समाज के भवन से निकली यह रैली शहर के मुख्य मार्गो से होते हुए वापस भवन पहुंची। प्रचार मंत्री दिलीप xyxy=(1147,802,1295,901)
paper-name: छिंदवाड़ा एक्सप्रेस xyxy=(73,58,325,107)
abujh-muhurat-title: 19 को अबूझ मुहूर्त xyxy=(601,2071,945,2099)
brief-item-3 xyxy=(1147,773,1534,960)
brief-title-black: समाचार xyxy=(1291,131,1345,154)
tyres-service-balancing: बेलेसिंग xyxy=(1111,2257,1234,2280)
brief-4-headline: शहर कांग्रेस ने भी किया आयोजन xyxy=(1228,971,1453,995)
tb-body xyxy=(779,1546,1130,1925)
hostel-col2: आधिकारिक स्पोर्ट्स क्लब की शुरुआत की गई है। इसके साथ ही क्रिकेट खिलाड़ियों के अभ्यास को आधुनिक बनाने के लिए ऑटोमेटिक बॉलिंग मशीन भी शुरू की गई। xyxy=(215,1148,399,1205)
ambedkar-headline: अंबेडकर जयंती सप्ताह पर कार्यक्रम करेगा भाजपा अजा मोर्चा xyxy=(425,821,578,892)
ambedkar-body xyxy=(414,905,589,1465)
nrcity-ribbon-cutting-image xyxy=(773,923,1134,1161)
black-film-vehicle-image xyxy=(1319,1391,1534,1521)
wedding-kicker-bar xyxy=(183,1936,788,1971)
tyres-brand: अरोरा टायर्स xyxy=(970,2191,1152,2241)
badminton-photo xyxy=(23,1534,290,1726)
pink-square-marker xyxy=(46,364,54,373)
hostel-dateline: छिंदवाड़ा जबलपुर एक्सप्रेस। xyxy=(31,1060,133,1072)
brief-0-body xyxy=(1147,195,1534,413)
masthead-rule xyxy=(48,119,1540,125)
